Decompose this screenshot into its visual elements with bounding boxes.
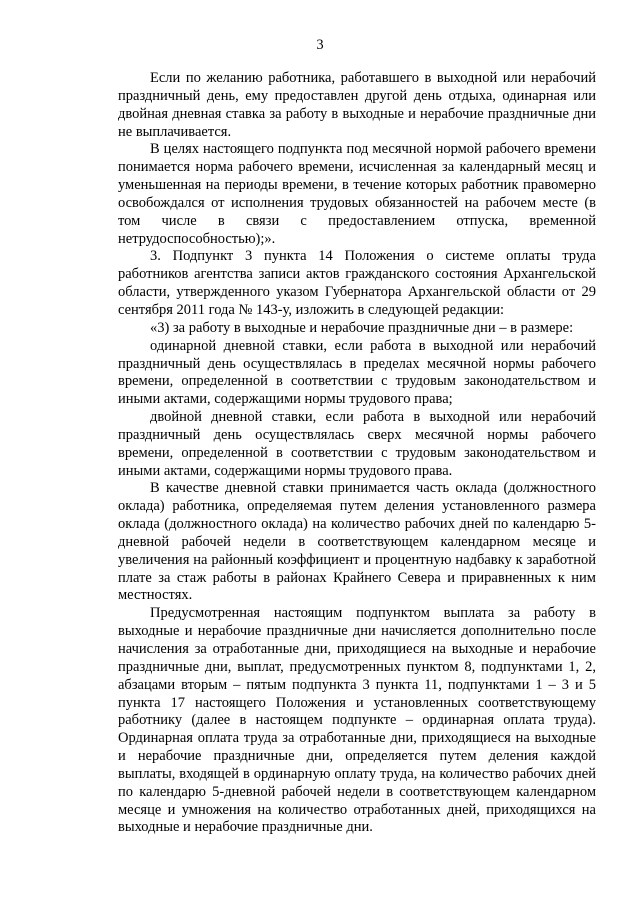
paragraph-subclause-3-heading: «3) за работу в выходные и нерабочие праздничные дни – в размере:: [150, 319, 574, 336]
paragraph-single-rate: одинарной дневной ставки, если работа в выходной или нерабочий праздничный день осуществлялась в пределах месячной нормы рабочего времени, определенной в соответствии с трудовым законодательством и иными актами, содержащими нормы трудового права;: [118, 337, 596, 408]
document-body: [118, 70, 596, 837]
paragraph-ordinary-pay-calculation: Предусмотренная настоящим подпунктом выплата за работу в выходные и нерабочие праздничные дни начисляется дополнительно после начисления за отработанные дни, приходящиеся на выходные и нерабочие праздничные дни, выплат, предусмотренных пунктом 8, подпунктами 1, 2, абзацами вторым – пятым подпункта 3 пункта 11, подпунктами 1 – 3 и 5 пункта 17 настоящего Положения и установленных соответствующему работнику (далее в настоящем подпункте – ординарная оплата труда). Ординарная оплата труда за отработанные дни, приходящиеся на выходные и нерабочие праздничные дни, определяется путем деления каждой выплаты, входящей в ординарную оплату труда, на количество рабочих дней по календарю 5-дневной рабочей недели в соответствующем календарном месяце и умножения на количество отработанных дней, приходящихся на выходные и нерабочие праздничные дни.: [118, 605, 596, 836]
paragraph-monthly-norm-definition: В целях настоящего подпункта под месячной нормой рабочего времени понимается норма рабочего времени, исчисленная за календарный месяц и уменьшенная на периоды времени, в течение которых работник правомерно освобождался от исполнения трудовых обязанностей на рабочем месте (в том числе в связи с предоставлением отпуска, временной нетрудоспособностью);».: [118, 141, 596, 247]
paragraph-clause-3-amendment: 3. Подпункт 3 пункта 14 Положения о системе оплаты труда работников агентства записи актов гражданского состояния Архангельской области, утвержденного указом Губернатора Архангельской области от 29 сентября 2011 года № 143-у, изложить в следующей редакции:: [118, 248, 596, 318]
page-number: 3: [316, 37, 324, 53]
paragraph-double-rate: двойной дневной ставки, если работа в выходной или нерабочий праздничный день осуществлялась сверх месячной нормы рабочего времени, определенной в соответствии с трудовым законодательством и иными актами, содержащими нормы трудового права.: [118, 409, 596, 479]
paragraph-daily-rate-definition: В качестве дневной ставки принимается часть оклада (должностного оклада) работника, определяемая путем деления установленного размера оклада (должностного оклада) на количество рабочих дней по календарю 5-дневной рабочей недели в соответствующем календарном месяце и увеличения на районный коэффициент и процентную надбавку к заработной плате за стаж работы в районах Крайнего Севера и приравненных к ним местностях.: [118, 480, 596, 604]
paragraph-day-off-note: Если по желанию работника, работавшего в выходной или нерабочий праздничный день, ему предоставлен другой день отдыха, одинарная или двойная дневная ставка за работу в выходные и нерабочие праздничные дни не выплачивается.: [118, 70, 596, 140]
